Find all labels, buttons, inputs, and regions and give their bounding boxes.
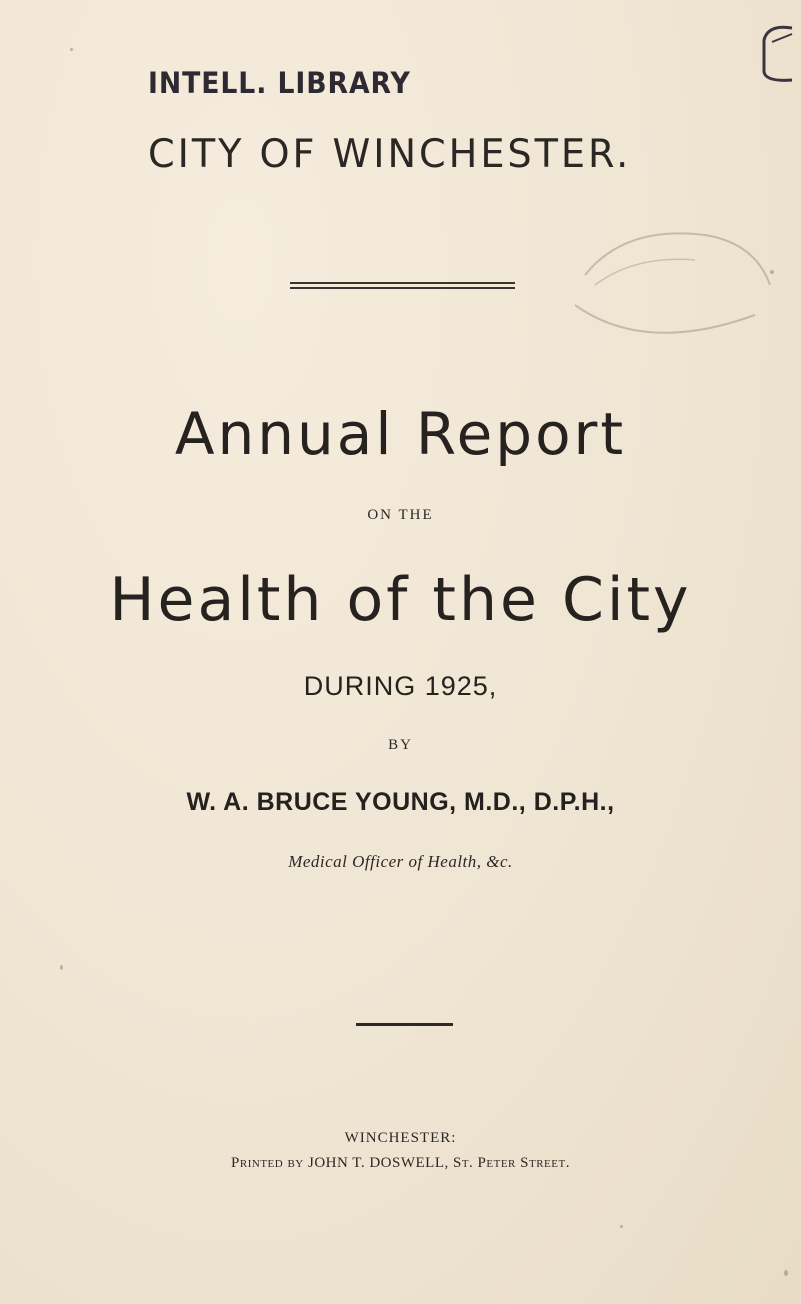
paper-speck	[784, 1270, 788, 1276]
paper-speck	[770, 270, 774, 274]
library-stamp: INTELL. LIBRARY	[148, 66, 411, 100]
report-title-line2: Health of the City	[109, 565, 692, 635]
imprint-place: WINCHESTER:	[344, 1130, 457, 1146]
author-name: W. A. BRUCE YOUNG, M.D., D.P.H.,	[186, 788, 615, 816]
paper-speck	[620, 1225, 623, 1228]
author-role: Medical Officer of Health, &c.	[288, 852, 513, 871]
paper-speck	[60, 965, 63, 970]
report-period: DURING 1925,	[303, 671, 498, 701]
paper-speck	[70, 48, 73, 51]
short-rule-divider	[356, 1023, 453, 1026]
double-rule-divider	[290, 282, 515, 290]
title-connector: ON THE	[367, 507, 434, 523]
faded-library-stamp	[565, 215, 775, 365]
imprint-printer: Printed by JOHN T. DOSWELL, St. Peter Street.	[231, 1155, 570, 1171]
corner-c-mark	[758, 22, 798, 84]
city-heading: CITY OF WINCHESTER.	[148, 132, 632, 177]
by-label: BY	[388, 737, 413, 753]
report-title-line1: Annual Report	[174, 400, 627, 468]
